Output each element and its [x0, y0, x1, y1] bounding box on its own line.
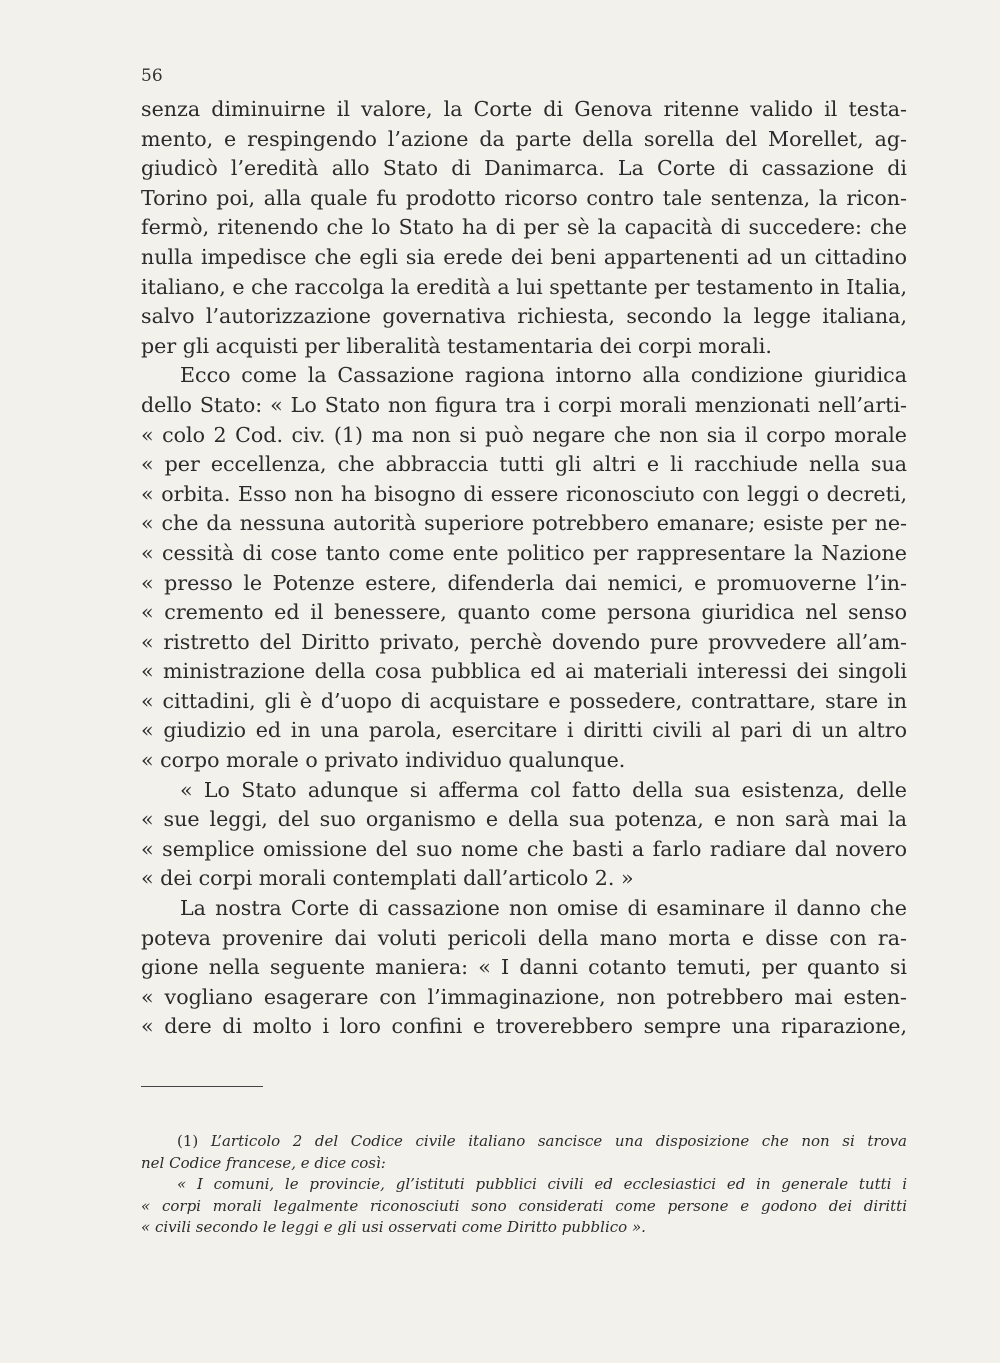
- body-line: La nostra Corte di cassazione non omise di esaminare il danno che: [180, 896, 907, 921]
- body-line: nulla impedisce che egli sia erede dei beni appartenenti ad un cittadino: [141, 244, 907, 269]
- body-line: « ristretto del Diritto privato, perchè dovendo pure provvedere all’am-: [141, 629, 907, 654]
- body-line: « dere di molto i loro confini e troverebbero sempre una riparazione,: [141, 1014, 907, 1039]
- body-line: Ecco come la Cassazione ragiona intorno alla condizione giuridica: [180, 363, 907, 388]
- body-line: poteva provenire dai voluti pericoli della mano morta e disse con ra-: [141, 925, 907, 950]
- body-line: « orbita. Esso non ha bisogno di essere riconosciuto con leggi o decreti,: [141, 481, 907, 506]
- body-line: « sue leggi, del suo organismo e della sua potenza, e non sarà mai la: [141, 807, 907, 832]
- body-line: italiano, e che raccolga la eredità a lui spettante per testamento in Italia,: [141, 274, 907, 299]
- body-line: « cremento ed il benessere, quanto come persona giuridica nel senso: [141, 600, 907, 625]
- body-line: « vogliano esagerare con l’immaginazione, non potrebbero mai esten-: [141, 984, 907, 1009]
- body-line: « Lo Stato adunque si afferma col fatto della sua esistenza, delle: [180, 777, 907, 802]
- footnote-line: « I comuni, le provincie, gl’istituti pubblici civili ed ecclesiastici ed in generale tutti i: [177, 1175, 907, 1193]
- body-line: mento, e respingendo l’azione da parte della sorella del Morellet, ag-: [141, 126, 907, 151]
- footnote: [141, 1131, 907, 1239]
- page-number: 56: [141, 66, 163, 86]
- body-line: « cittadini, gli è d’uopo di acquistare e possedere, contrattare, stare in: [141, 688, 907, 713]
- body-line: dello Stato: « Lo Stato non figura tra i corpi morali menzionati nell’arti-: [141, 392, 907, 417]
- footnote-line: « civili secondo le leggi e gli usi osservati come Diritto pubblico ».: [141, 1218, 646, 1236]
- body-line: Torino poi, alla quale fu prodotto ricorso contro tale sentenza, la ricon-: [141, 185, 907, 210]
- body-line: gione nella seguente maniera: « I danni cotanto temuti, per quanto si: [141, 955, 907, 980]
- body-line: « presso le Potenze estere, difenderla dai nemici, e promuoverne l’in-: [141, 570, 907, 595]
- body-line: fermò, ritenendo che lo Stato ha di per sè la capacità di succedere: che: [141, 215, 907, 240]
- body-text: [141, 95, 907, 1042]
- footnote-line: [141, 1131, 907, 1153]
- body-line: « cessità di cose tanto come ente politico per rappresentare la Nazione: [141, 540, 907, 565]
- body-line: senza diminuirne il valore, la Corte di Genova ritenne valido il testa-: [141, 97, 907, 121]
- body-line: « corpo morale o privato individuo qualunque.: [141, 748, 626, 773]
- footnote-marker: (1): [177, 1132, 199, 1150]
- body-line: « dei corpi morali contemplati dall’articolo 2. »: [141, 866, 634, 891]
- body-line: « semplice omissione del suo nome che basti a farlo radiare dal novero: [141, 836, 907, 861]
- footnote-line: « corpi morali legalmente riconosciuti sono considerati come persone e godono dei diritti: [141, 1196, 907, 1215]
- body-line: « per eccellenza, che abbraccia tutti gli altri e li racchiude nella sua: [141, 452, 907, 477]
- body-line: « ministrazione della cosa pubblica ed ai materiali interessi dei singoli: [141, 659, 907, 684]
- body-line: « giudizio ed in una parola, esercitare i diritti civili al pari di un altro: [141, 718, 907, 743]
- body-line: giudicò l’eredità allo Stato di Danimarca. La Corte di cassazione di: [141, 156, 907, 181]
- footnote-separator: [141, 1086, 263, 1087]
- body-line: « che da nessuna autorità superiore potrebbero emanare; esiste per ne-: [141, 511, 907, 536]
- body-line: salvo l’autorizzazione governativa richiesta, secondo la legge italiana,: [141, 304, 907, 329]
- footnote-line: nel Codice francese, e dice così:: [141, 1153, 386, 1172]
- footnote-text: L’articolo 2 del Codice civile italiano sancisce una disposizione che non si trova: [210, 1132, 907, 1150]
- body-line: per gli acquisti per liberalità testamentaria dei corpi morali.: [141, 333, 772, 358]
- body-line: « colo 2 Cod. civ. (1) ma non si può negare che non sia il corpo morale: [141, 422, 907, 447]
